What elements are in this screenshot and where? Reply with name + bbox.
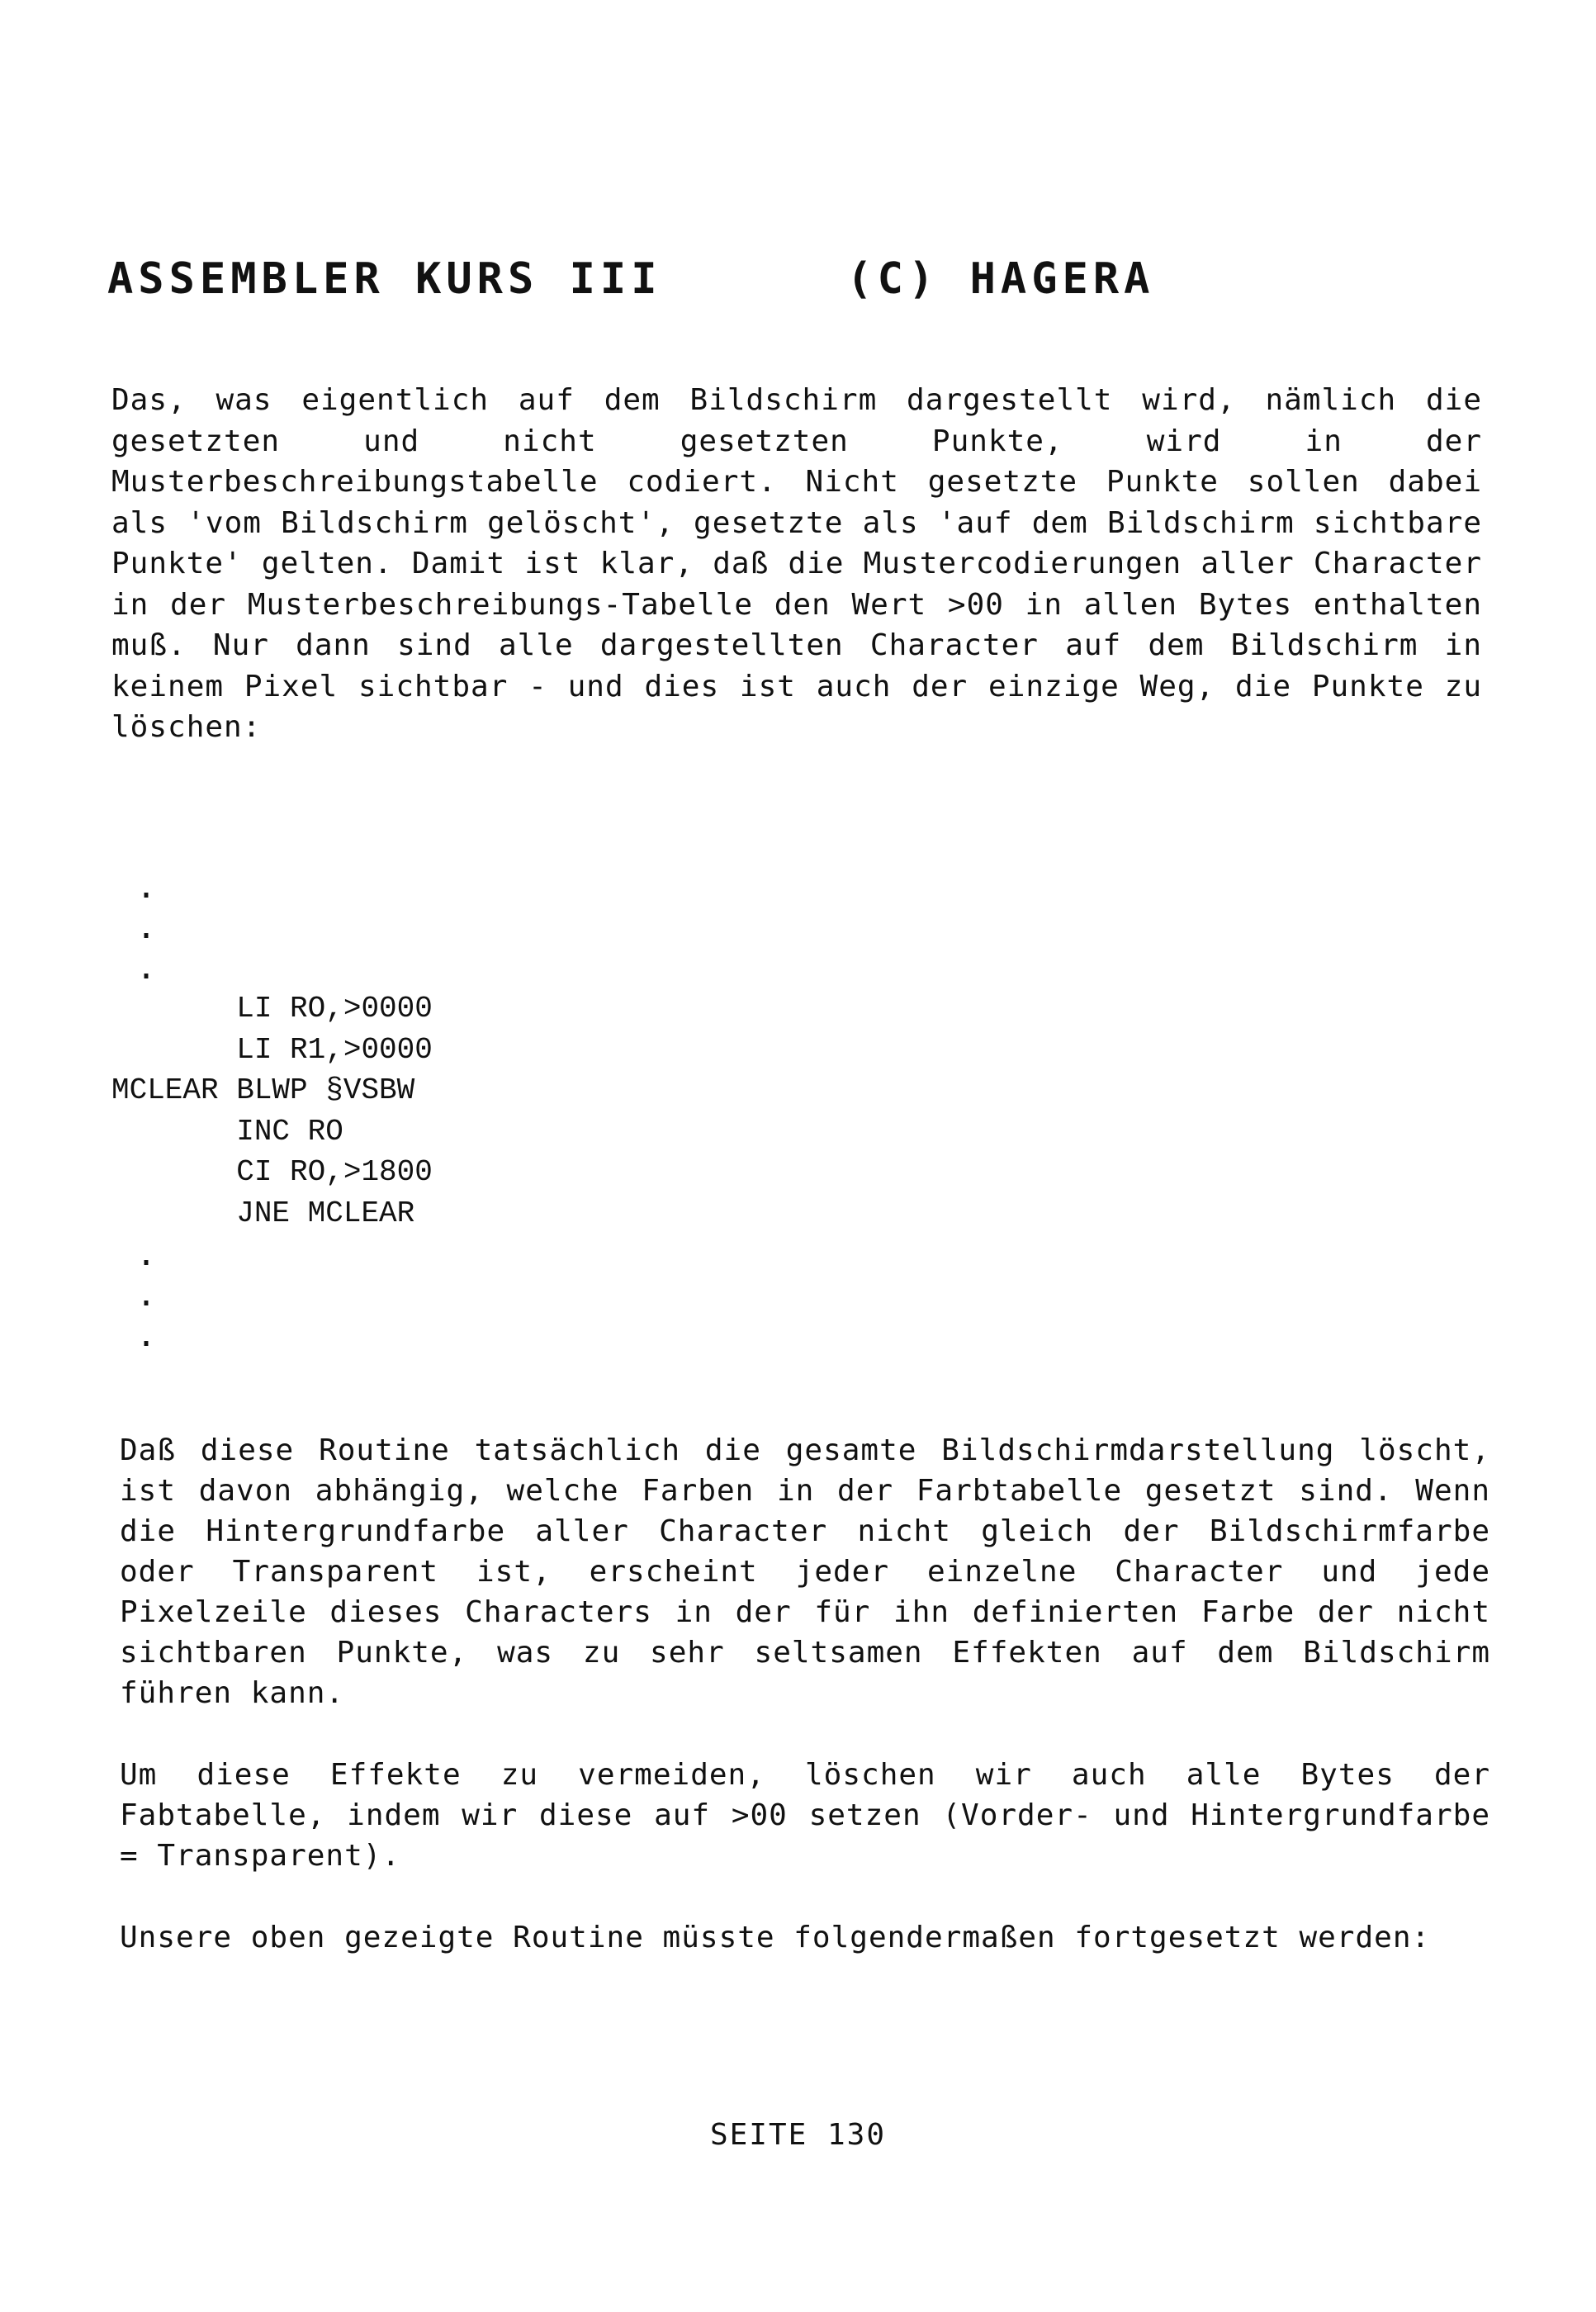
code-line: CI RO,>1800	[111, 1155, 433, 1189]
ellipsis-dot: .	[136, 1235, 157, 1273]
ellipsis-dot: .	[136, 1276, 157, 1314]
code-line: MCLEAR BLWP §VSBW	[111, 1073, 415, 1107]
ellipsis-dot: .	[136, 1316, 157, 1354]
code-line: LI R1,>0000	[111, 1032, 433, 1067]
ellipsis-dot: .	[136, 949, 157, 987]
ellipsis-top	[136, 867, 156, 988]
code-line: INC RO	[111, 1114, 343, 1149]
code-line: LI RO,>0000	[111, 992, 433, 1026]
code-block	[111, 988, 433, 1234]
page-header: ASSEMBLER KURS III (C) HAGERA	[107, 254, 1155, 304]
intro-paragraph: Das, was eigentlich auf dem Bildschirm dargestellt wird, nämlich die gesetzten und nicht gesetzten Punkte, wird in der Musterbeschreibungstabelle codiert. Nicht gesetzte Punkte sollen dabei als 'vom Bildschirm gelöscht', gesetzte als 'auf dem Bildschirm sichtbare Punkte' gelten. Damit ist klar, daß die Mustercodierungen aller Character in der Musterbeschreibungs-Tabelle den Wert >00 in allen Bytes enthalten muß. Nur dann sind alle dargestellten Character auf dem Bildschirm in keinem Pixel sichtbar - und dies ist auch der einzige Weg, die Punkte zu löschen:	[111, 383, 1482, 744]
avoid-effects-paragraph: Um diese Effekte zu vermeiden, löschen wir auch alle Bytes der Fabtabelle, indem wir diese auf >00 setzen (Vorder- und Hintergrundfarbe = Transparent).	[120, 1758, 1490, 1873]
ellipsis-bottom	[136, 1234, 156, 1356]
code-line: JNE MCLEAR	[111, 1196, 415, 1230]
ellipsis-dot: .	[136, 868, 157, 906]
explanation-paragraph: Daß diese Routine tatsächlich die gesamte Bildschirmdarstellung löscht, ist davon abhängig, welche Farben in der Farbtabelle gesetzt sind. Wenn die Hintergrundfarbe aller Character nicht gleich der Bildschirmfarbe oder Transparent ist, erscheint jeder einzelne Character und jede Pixelzeile dieses Characters in der für ihn definierten Farbe der nicht sichtbaren Punkte, was zu sehr seltsamen Effekten auf dem Bildschirm führen kann.	[120, 1433, 1490, 1710]
page-number: SEITE 130	[709, 2118, 887, 2152]
continue-paragraph: Unsere oben gezeigte Routine müsste folgendermaßen fortgesetzt werden:	[120, 1921, 1431, 1954]
ellipsis-dot: .	[136, 908, 157, 946]
